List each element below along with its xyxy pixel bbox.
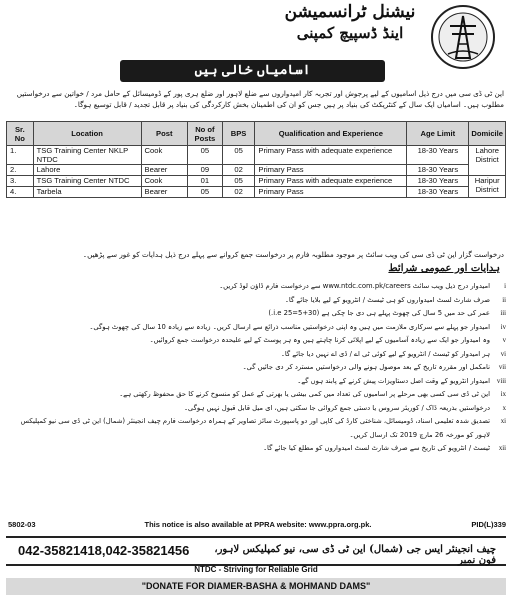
cell-post: Cook [141,146,188,165]
list-item [10,321,506,335]
rule-text: ہر امیدوار کو ٹیسٹ / انٹرویو کے لیے کوئی ٹی اے / ڈی اے نہیں دیا جائے گا۔ [280,349,490,358]
ad-code: 5802-03 [8,520,36,529]
header [0,0,513,60]
donate-banner: "DONATE FOR DIAMER-BASHA & MOHMAND DAMS" [6,578,506,595]
rule-text: تصدیق شدہ تعلیمی اسناد، ڈومیسائل، شناختی کارڈ کی کاپی اور دو پاسپورٹ سائز تصاویر کے ہمراہ درخواست فارم چیف انجینئر (شمال) این ٹی ڈی سی نیو کمپلیکس لاہور کو مورخہ 26 مارچ 2019 تک ارسال کریں۔ [20,417,490,439]
cell-post: Cook [141,176,188,187]
list-item [10,415,506,442]
col-header-qualification: Qualification and Experience [255,122,407,146]
posts-table [6,121,506,198]
cell-sr: 1. [7,146,34,165]
cell-posts: 05 [188,187,223,198]
list-item [10,348,506,362]
cell-sr: 3. [7,176,34,187]
footer-row [8,520,506,534]
list-item [10,375,506,389]
contact-address: چیف انجینئر ایس جی (شمال) این ٹی ڈی سی، نیو کمپلیکس لاہور، فون نمبر [214,544,496,566]
instructions-note: درخواست گزار این ٹی ڈی سی کی ویب سائٹ پر موجود مطلوبہ فارم پر درخواست جمع کروانے سے پہلے درج ذیل ہدایات کو غور سے پڑھیں۔ [82,250,504,259]
rule-text: نامکمل اور مقررہ تاریخ کے بعد موصول ہونے والی درخواستیں مسترد کر دی جائیں گی۔ [242,363,490,371]
contact-bar [6,536,506,566]
cell-qualification: Primary Pass [255,165,407,176]
col-header-post: Post [141,122,188,146]
table-row [7,165,506,176]
instructions-heading: ہدایات اور عمومی شرائط [388,263,500,274]
cell-location: TSG Training Center NTDC [33,176,141,187]
intro-paragraph: این ٹی ڈی سی میں درج ذیل اسامیوں کے لیے پرجوش اور تجربہ کار امیدواروں سے ضلع لاہور اور ضلع ہری پور کے ڈومیسائل کے حامل مرد / خواتین سے درخواستیں مطلوب ہیں۔ اسامیاں ایک سال کے کنٹریکٹ کی بنیاد پر ہیں جس کو ان کی اطمینان بخش کارکردگی کی بنیاد پر قابل تجدید / قابل توسیع ہوگا۔ [16,89,504,109]
cell-bps: 02 [222,187,255,198]
cell-bps: 05 [222,176,255,187]
rule-number: ix [500,391,506,398]
table-row [7,176,506,187]
cell-location: Tarbela [33,187,141,198]
rule-text: درخواستیں بذریعہ ڈاک / کوریئر سروس یا دستی جمع کروائی جا سکتی ہیں، ای میل قابل قبول نہیں ہوگی۔ [183,403,490,412]
cell-age: 18-30 Years [407,176,469,187]
cell-domicile: Haripur District [469,176,506,198]
cell-age: 18-30 Years [407,187,469,198]
vacancies-banner: اسامیاں خالی ہیں [120,60,385,82]
list-item [10,280,506,294]
rule-text: عمر کی حد میں 5 سال کی چھوٹ پہلے ہی دی جا چکی ہے (30+5=25 i.e.) [268,309,490,317]
rules-list [10,280,506,456]
col-header-domicile: Domicile [469,122,506,146]
cell-post: Bearer [141,187,188,198]
rule-number: viii [496,377,506,385]
table-header-row [7,122,506,146]
cell-posts: 01 [188,176,223,187]
cell-location: TSG Training Center NKLP NTDC [33,146,141,165]
phone-numbers: 042-35821418,042-35821456 [18,543,190,558]
cell-post: Bearer [141,165,188,176]
cell-qualification: Primary Pass with adequate experience [255,176,407,187]
cell-domicile: Lahore District [469,146,506,176]
rule-number: ii [502,296,506,304]
cell-posts: 05 [188,146,223,165]
rule-text: این ٹی ڈی سی کسی بھی مرحلے پر اسامیوں کی تعداد میں کمی بیشی یا بھرتی کے عمل کو منسوخ کرنے کا حق محفوظ رکھتی ہے۔ [119,390,490,398]
rule-number: vii [498,364,506,371]
rule-text: امیدوار درج ذیل ویب سائٹ www.ntdc.com.pk/careers سے درخواست فارم ڈاؤن لوڈ کریں۔ [219,282,490,290]
list-item [10,361,506,375]
col-header-location: Location [33,122,141,146]
rule-number: iii [500,310,506,317]
ppra-notice: This notice is also available at PPRA website: www.ppra.org.pk. [144,520,372,529]
rule-number: v [502,337,506,344]
rule-number: xi [500,418,506,425]
col-header-sr: Sr. No [7,122,34,146]
rule-text: صرف شارٹ لسٹ امیدواروں کو ہی ٹیسٹ / انٹرویو کے لیے بلایا جائے گا۔ [284,295,490,304]
list-item [10,388,506,402]
cell-bps: 05 [222,146,255,165]
rule-text: امیدوار جو پہلے سے سرکاری ملازمت میں ہیں وہ اپنی درخواستیں مناسب ذرائع سے ارسال کریں۔ زیادہ سے زیادہ 10 سال کی چھوٹ ہوگی۔ [89,322,490,331]
table-row [7,146,506,165]
cell-age: 18-30 Years [407,165,469,176]
cell-location: Lahore [33,165,141,176]
ntdc-logo-icon [430,4,496,70]
table-row [7,187,506,198]
col-header-age-limit: Age Limit [407,122,469,146]
cell-qualification: Primary Pass [255,187,407,198]
cell-bps: 02 [222,165,255,176]
rule-number: i [504,283,506,290]
rule-text: ٹیسٹ / انٹرویو کی تاریخ سے صرف شارٹ لسٹ امیدواروں کو مطلع کیا جائے گا۔ [263,444,490,452]
list-item [10,307,506,321]
company-title-line1: نیشنل ٹرانسمیشن [284,2,416,22]
cell-age: 18-30 Years [407,146,469,165]
list-item [10,294,506,308]
list-item [10,442,506,456]
cell-sr: 2. [7,165,34,176]
rule-text: وہ امیدوار جو ایک سے زیادہ آسامیوں کے لیے اپلائی کرنا چاہتے ہیں وہ ہر پوسٹ کے لیے علیحدہ درخواست جمع کروائیں۔ [149,336,490,344]
rule-number: x [502,404,506,412]
rule-number: iv [500,323,506,331]
cell-sr: 4. [7,187,34,198]
list-item [10,334,506,348]
cell-posts: 09 [188,165,223,176]
rule-number: xii [498,445,506,452]
slogan: NTDC - Striving for Reliable Grid [194,565,318,574]
company-title-line2: اینڈ ڈسپیچ کمپنی [296,24,404,42]
cell-qualification: Primary Pass with adequate experience [255,146,407,165]
rule-number: vi [500,350,506,358]
rule-text: امیدوار انٹرویو کے وقت اصل دستاویزات پیش کرنے کے پابند ہوں گے۔ [297,376,490,385]
pid-code: PID(L)339 [471,520,506,529]
list-item [10,402,506,416]
col-header-bps: BPS [222,122,255,146]
col-header-no-of-posts: No of Posts [188,122,223,146]
